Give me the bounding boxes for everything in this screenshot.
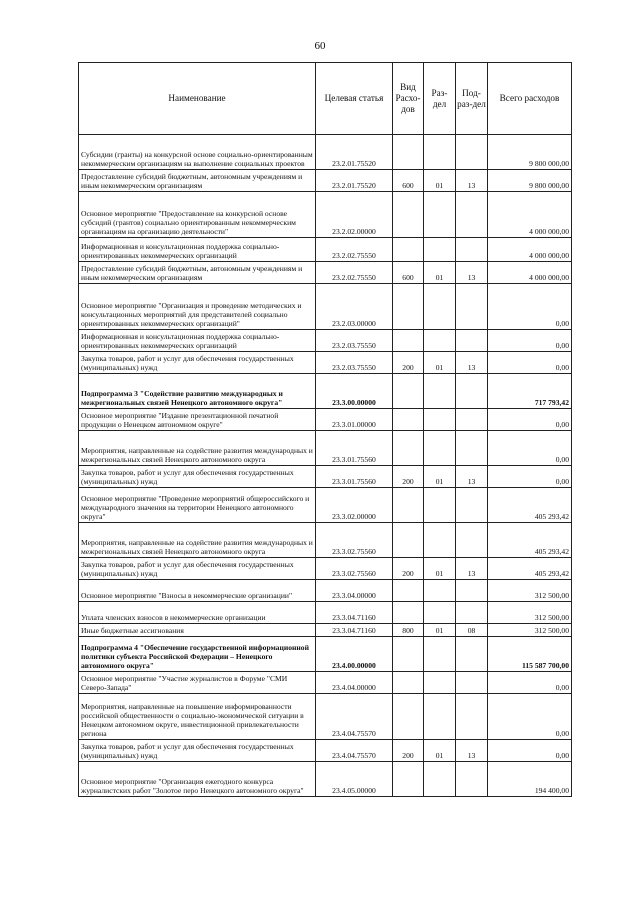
row-section [424, 284, 456, 330]
table-row [79, 352, 572, 374]
row-section [424, 523, 456, 558]
row-amount: 717 793,42 [488, 374, 572, 409]
table-row [79, 762, 572, 797]
row-subsection: 13 [456, 558, 488, 580]
row-subsection [456, 637, 488, 672]
row-subsection [456, 694, 488, 740]
row-target-code: 23.3.02.75560 [316, 523, 393, 558]
row-target-code: 23.2.03.75550 [316, 352, 393, 374]
table-row [79, 409, 572, 431]
row-section: 01 [424, 466, 456, 488]
row-target-code: 23.3.02.00000 [316, 488, 393, 523]
row-amount: 9 800 000,00 [488, 170, 572, 192]
table-row [79, 238, 572, 262]
row-expense-type [393, 637, 424, 672]
row-amount: 9 800 000,00 [488, 135, 572, 170]
row-name: Мероприятия, направленные на содействие развития международных и межрегиональных связей Ненецкого автономного округа [79, 523, 316, 558]
row-name: Закупка товаров, работ и услуг для обеспечения государственных (муниципальных) нужд [79, 558, 316, 580]
table-body [79, 135, 572, 797]
row-subsection: 13 [456, 466, 488, 488]
row-amount: 0,00 [488, 466, 572, 488]
row-section: 01 [424, 624, 456, 637]
row-name: Мероприятия, направленные на содействие развития международных и межрегиональных связей Ненецкого автономного округа [79, 431, 316, 466]
row-section [424, 672, 456, 694]
row-name: Основное мероприятие "Организация и проведение методических и консультационных мероприятий для представителей социально ориентированных некоммерческих организаций" [79, 284, 316, 330]
row-expense-type [393, 523, 424, 558]
row-target-code: 23.2.01.75520 [316, 170, 393, 192]
row-name: Уплата членских взносов в некоммерческие организации [79, 602, 316, 624]
row-subsection [456, 580, 488, 602]
row-expense-type: 200 [393, 558, 424, 580]
row-subsection [456, 762, 488, 797]
row-section [424, 192, 456, 238]
header-target-article: Целевая статья [316, 63, 393, 135]
row-amount: 0,00 [488, 330, 572, 352]
row-target-code: 23.4.05.00000 [316, 762, 393, 797]
row-amount: 0,00 [488, 352, 572, 374]
row-expense-type: 800 [393, 624, 424, 637]
row-target-code: 23.3.04.71160 [316, 624, 393, 637]
row-target-code: 23.3.02.75560 [316, 558, 393, 580]
row-subsection [456, 488, 488, 523]
row-expense-type [393, 488, 424, 523]
row-subsection [456, 284, 488, 330]
row-target-code: 23.2.02.00000 [316, 192, 393, 238]
row-name: Предоставление субсидий бюджетным, автономным учреждениям и иным некоммерческим организациям [79, 170, 316, 192]
row-expense-type [393, 284, 424, 330]
row-section [424, 431, 456, 466]
page-number: 60 [314, 40, 326, 52]
row-subsection: 13 [456, 740, 488, 762]
table-row [79, 624, 572, 637]
table-row [79, 637, 572, 672]
row-amount: 4 000 000,00 [488, 192, 572, 238]
row-subsection [456, 523, 488, 558]
row-target-code: 23.2.01.75520 [316, 135, 393, 170]
row-section: 01 [424, 558, 456, 580]
row-section [424, 762, 456, 797]
row-name: Основное мероприятие "Организация ежегодного конкурса журналистских работ "Золотое перо Ненецкого автономного округа" [79, 762, 316, 797]
row-expense-type: 200 [393, 352, 424, 374]
row-target-code: 23.3.04.71160 [316, 602, 393, 624]
row-target-code: 23.4.04.75570 [316, 740, 393, 762]
header-row [79, 63, 572, 135]
row-expense-type: 600 [393, 170, 424, 192]
row-name: Основное мероприятие "Участие журналистов в Форуме "СМИ Северо-Запада" [79, 672, 316, 694]
table-row [79, 431, 572, 466]
table-row [79, 694, 572, 740]
row-target-code: 23.2.03.75550 [316, 330, 393, 352]
row-amount: 405 293,42 [488, 558, 572, 580]
row-amount: 312 500,00 [488, 580, 572, 602]
row-amount: 4 000 000,00 [488, 238, 572, 262]
table-row [79, 602, 572, 624]
table-row [79, 523, 572, 558]
row-amount: 4 000 000,00 [488, 262, 572, 284]
row-expense-type [393, 409, 424, 431]
row-subsection [456, 409, 488, 431]
row-name: Основное мероприятие "Предоставление на конкурсной основе субсидий (грантов) социально ориентированным некоммерческим организациям на организацию деятельности" [79, 192, 316, 238]
row-amount: 0,00 [488, 694, 572, 740]
table-row [79, 135, 572, 170]
table-row [79, 192, 572, 238]
row-subsection: 13 [456, 262, 488, 284]
row-amount: 0,00 [488, 672, 572, 694]
row-amount: 405 293,42 [488, 488, 572, 523]
row-target-code: 23.3.01.00000 [316, 409, 393, 431]
expenditure-table [78, 62, 572, 797]
row-name: Мероприятия, направленные на повышение информированности российской общественности о социально-экономической ситуации в Ненецком автономном округе, инвестиционной привлекательности региона [79, 694, 316, 740]
row-target-code: 23.2.02.75550 [316, 238, 393, 262]
row-amount: 115 587 700,00 [488, 637, 572, 672]
row-subsection [456, 374, 488, 409]
header-total: Всего расходов [488, 63, 572, 135]
row-amount: 194 400,00 [488, 762, 572, 797]
row-expense-type [393, 762, 424, 797]
row-amount: 0,00 [488, 431, 572, 466]
row-expense-type [393, 374, 424, 409]
row-amount: 405 293,42 [488, 523, 572, 558]
row-name: Подпрограмма 4 "Обеспечение государственной информационной политики субъекта Российской Федерации – Ненецкого автономного округа" [79, 637, 316, 672]
row-name: Информационная и консультационная поддержка социально-ориентированных некоммерческих организаций [79, 330, 316, 352]
row-amount: 0,00 [488, 284, 572, 330]
row-target-code: 23.2.03.00000 [316, 284, 393, 330]
row-expense-type [393, 330, 424, 352]
row-target-code: 23.4.04.00000 [316, 672, 393, 694]
row-subsection [456, 330, 488, 352]
row-section [424, 374, 456, 409]
row-expense-type [393, 431, 424, 466]
row-target-code: 23.4.04.75570 [316, 694, 393, 740]
table-row [79, 374, 572, 409]
row-section [424, 637, 456, 672]
row-expense-type [393, 580, 424, 602]
row-subsection [456, 602, 488, 624]
row-section: 01 [424, 262, 456, 284]
row-section [424, 330, 456, 352]
row-amount: 0,00 [488, 740, 572, 762]
row-target-code: 23.2.02.75550 [316, 262, 393, 284]
row-section [424, 135, 456, 170]
header-expense-type: Вид Расхо-дов [393, 63, 424, 135]
table-row [79, 170, 572, 192]
row-amount: 312 500,00 [488, 624, 572, 637]
header-subsection: Под-раз-дел [456, 63, 488, 135]
row-target-code: 23.3.01.75560 [316, 466, 393, 488]
row-name: Закупка товаров, работ и услуг для обеспечения государственных (муниципальных) нужд [79, 740, 316, 762]
row-expense-type: 200 [393, 466, 424, 488]
row-subsection [456, 431, 488, 466]
row-expense-type: 600 [393, 262, 424, 284]
row-name: Подпрограмма 3 "Содействие развитию международных и межрегиональных связей Ненецкого автономного округа" [79, 374, 316, 409]
row-target-code: 23.3.01.75560 [316, 431, 393, 466]
table-row [79, 466, 572, 488]
header-section: Раз-дел [424, 63, 456, 135]
row-subsection: 13 [456, 170, 488, 192]
row-expense-type [393, 192, 424, 238]
row-name: Иные бюджетные ассигнования [79, 624, 316, 637]
row-expense-type: 200 [393, 740, 424, 762]
row-expense-type [393, 238, 424, 262]
table-row [79, 558, 572, 580]
row-amount: 0,00 [488, 409, 572, 431]
table-row [79, 262, 572, 284]
row-subsection [456, 672, 488, 694]
row-expense-type [393, 602, 424, 624]
row-section [424, 602, 456, 624]
table-row [79, 330, 572, 352]
table-row [79, 580, 572, 602]
row-name: Информационная и консультационная поддержка социально-ориентированных некоммерческих организаций [79, 238, 316, 262]
table-row [79, 284, 572, 330]
row-section [424, 580, 456, 602]
row-section: 01 [424, 740, 456, 762]
row-subsection [456, 192, 488, 238]
row-section [424, 238, 456, 262]
row-name: Основное мероприятие "Взносы в некоммерческие организации" [79, 580, 316, 602]
row-section [424, 488, 456, 523]
row-section [424, 694, 456, 740]
row-name: Основное мероприятие "Издание презентационной печатной продукции о Ненецком автономном округе" [79, 409, 316, 431]
row-section: 01 [424, 170, 456, 192]
row-target-code: 23.3.00.00000 [316, 374, 393, 409]
table-row [79, 740, 572, 762]
table-row [79, 672, 572, 694]
row-name: Предоставление субсидий бюджетным, автономным учреждениям и иным некоммерческим организациям [79, 262, 316, 284]
row-subsection [456, 135, 488, 170]
row-subsection: 08 [456, 624, 488, 637]
row-section: 01 [424, 352, 456, 374]
row-name: Закупка товаров, работ и услуг для обеспечения государственных (муниципальных) нужд [79, 466, 316, 488]
row-name: Основное мероприятие "Проведение мероприятий общероссийского и международного значения на территории Ненецкого автономного округа" [79, 488, 316, 523]
row-subsection: 13 [456, 352, 488, 374]
row-target-code: 23.4.00.00000 [316, 637, 393, 672]
row-expense-type [393, 135, 424, 170]
row-subsection [456, 238, 488, 262]
row-name: Закупка товаров, работ и услуг для обеспечения государственных (муниципальных) нужд [79, 352, 316, 374]
row-expense-type [393, 694, 424, 740]
table-row [79, 488, 572, 523]
row-name: Субсидии (гранты) на конкурсной основе социально-ориентированным некоммерческим организациям на выполнение социальных проектов [79, 135, 316, 170]
row-expense-type [393, 672, 424, 694]
row-section [424, 409, 456, 431]
header-name: Наименование [79, 63, 316, 135]
row-amount: 312 500,00 [488, 602, 572, 624]
row-target-code: 23.3.04.00000 [316, 580, 393, 602]
